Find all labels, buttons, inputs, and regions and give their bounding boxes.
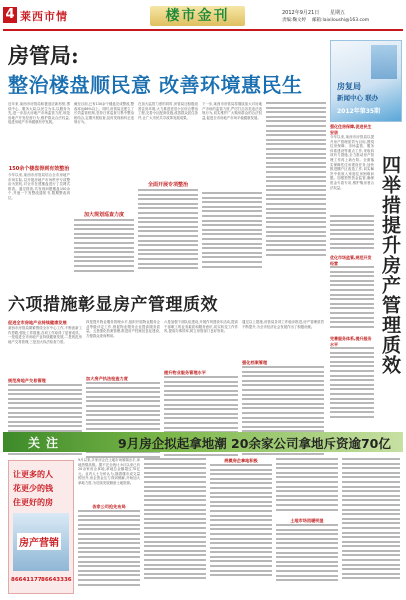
- lead-col4-text: 下一步,莱西市房管局将继续加大对房地产市场的监管力度,严厉打击各类违法违规行为,切实维护广大购房群众的合法权益,促进全市房地产市场平稳健康发展。: [202, 102, 262, 120]
- bottom-col4-lines: [276, 458, 338, 518]
- bottom-body-text: 9月以来,多家房企在土地市场频频出手,拿地热情高涨。据不完全统计,9月以来已有20余家房企拿地,拿地总金额超过70亿元。业内人士分析认为,随着楼市成交量的回升,房企资金压力得到缓解,开始加大拿地力度,为后续发展储备土地资源。: [78, 458, 140, 485]
- middle-col3-text: 六是加强干部队伍建设,开展作风建设年活动,提高干部职工的业务素质和服务意识,切实转变工作作风,提高办事效率,树立房管部门良好形象。: [164, 320, 238, 334]
- middle-col4-text: 通过以上措施,房管局各项工作稳步推进,房产管理质效不断提升,为全市经济社会发展作出了积极贡献。: [242, 320, 324, 329]
- lead-subhead-3: 全面开展专项整治: [147, 182, 188, 188]
- page-header: [0, 0, 406, 30]
- middle-col1-text: 莱西市房管局紧紧围绕全市中心工作,不断创新工作思路,强化工作措施,各项工作取得了显著成效。一是促进全市房地产业持续健康发展,二是规范房地产交易管理,三是加大执法检查力度。: [8, 326, 82, 344]
- header-weekday: 星期五: [330, 10, 346, 16]
- bottom-col1-lines: [78, 510, 140, 594]
- bottom-col3-lines: [210, 464, 272, 594]
- lead-intro: 近年来,莱西市房管局积极适应新形势,围绕中心、服务大局,以民生为本,以服务为先,进一步加大房地产市场监管力度,规范房地产开发经营行为,维护群众合法权益,促进房地产市场健康有序发展。: [8, 102, 70, 125]
- header-email: 邮箱:laixiloushi@163.com: [312, 18, 370, 23]
- lead-column-2: [74, 102, 134, 280]
- bottom-subhead-2: 规模房企拿地积极: [224, 458, 258, 463]
- right-subhead-3: 完善服务体系,提升服务水平: [330, 336, 372, 347]
- middle-headline: 六项措施彰显房产管理质效: [8, 295, 218, 315]
- right-lines-3: [330, 347, 374, 427]
- bottom-column-1: [78, 458, 140, 596]
- bottom-col2-lines: [144, 458, 206, 596]
- lead-col3-lines: [138, 189, 198, 277]
- middle-subhead-5: 强化档案管理: [242, 360, 268, 365]
- ad-slogan-2: 花更少的钱: [13, 484, 53, 493]
- bottom-headline: 9月房企拟起拿地潮 20余家公司拿地斥资逾70亿: [118, 436, 391, 451]
- bottom-column-4: [276, 458, 338, 596]
- right-vertical-headline: 四举措提升房产管理质效: [379, 155, 401, 375]
- page-number: 4: [3, 7, 17, 23]
- header-editor: 责编:鞠文婷: [282, 18, 307, 23]
- lead-col5-lines: [266, 102, 326, 280]
- right-story-text: [330, 124, 374, 424]
- right-subhead-2: 优化市场监管,规范开发经营: [330, 255, 372, 266]
- ad-slogan-1: 让更多的人: [13, 470, 53, 479]
- lead-headline: 整治楼盘顺民意 改善环境惠民生: [8, 73, 303, 97]
- lead-col2-lines: [74, 219, 134, 277]
- bottom-column-3: [210, 458, 272, 596]
- middle-col3-lines: [164, 376, 238, 468]
- middle-col1-lines: [8, 384, 82, 464]
- lead-col4-lines: [202, 192, 262, 278]
- ad-tag: 房产营销: [17, 533, 61, 550]
- ad-slogan-3: 住更好的房: [13, 498, 53, 507]
- lead-col3-text: 在加大监管力度的同时,房管局还积极改善住房环境,大力推进老旧小区综合整治工程,完善小区配套设施,改善群众居住条件,让广大市民共享改革发展成果。: [138, 102, 198, 120]
- ad-phone-2: 86643336: [41, 577, 72, 583]
- lead-column-3: [138, 102, 198, 280]
- bottom-subhead-3: 土地市场回暖明显: [290, 518, 324, 523]
- lead-subhead-1: 150余个楼盘得到有效整治: [8, 166, 70, 172]
- middle-col4-lines: [242, 366, 324, 468]
- right-subhead-1: 强化住房保障,促进民生安居: [330, 124, 372, 135]
- middle-subhead-2: 规范房地产交易管理: [8, 378, 46, 383]
- lead-kicker: 房管局:: [8, 43, 79, 68]
- header-date: 2012年9月21日: [282, 10, 320, 16]
- lead-column-4: [202, 102, 262, 280]
- lead-col2-text: 截至目前,已有130余个楼盘完成整改,整改率达86%以上。同时,房管局还建立了长效监管机制,坚持日常巡查与集中整治相结合,定期开展检查,及时发现和纠正违规行为。: [74, 102, 134, 125]
- promo-issue: 2012年第35期: [337, 108, 381, 115]
- masthead-logo: 楼市金刊: [165, 8, 230, 24]
- promo-line-1: 房复局: [337, 82, 361, 91]
- section-name: 莱西市情: [20, 10, 68, 23]
- ad-phone-1: 86641177: [11, 577, 42, 583]
- middle-subhead-1: 促进全市房地产业持续健康发展: [8, 320, 67, 325]
- guanzhu-label: 关注: [28, 436, 65, 450]
- header-rule: [3, 29, 403, 31]
- middle-col2-text: 四是提升物业服务管理水平,组织开展物业服务企业等级评定工作,督促物业服务企业提高服务质量。五是强化档案管理,推进房产档案信息化建设,方便群众查询利用。: [86, 320, 160, 338]
- lead-col1-text: 今年以来,莱西市房管局结合全市房地产市场实际,以开展房地产市场秩序专项整治为契机,对全市在建楼盘进行了拉网式排查。通过排查,共发现问题楼盘150余个,并逐一下发整改通知书,限期整改到位。: [8, 173, 70, 200]
- bottom-subhead-1: 各家公司抢先布局: [92, 504, 126, 509]
- middle-subhead-3: 加大房产执法检查力度: [86, 376, 128, 381]
- bottom-column-5: [342, 458, 400, 596]
- lead-column-1: [8, 102, 70, 280]
- bottom-column-2: [144, 458, 206, 596]
- middle-subhead-4: 提升物业服务管理水平: [164, 370, 206, 375]
- lead-column-5: [266, 102, 326, 280]
- bottom-col4-lines-b: [276, 524, 338, 594]
- promo-line-2: 新闻中心 联办: [337, 94, 379, 102]
- right-lines-2: [330, 266, 374, 336]
- right-story-body: 今年以来,莱西市房管局以提升房产管理质效为目标,围绕住房保障、市场监管、服务体系建设等重点工作,采取四项有力措施,全力推动房产管理工作再上新台阶。全面落实保障性住房建设任务,加快推进棚户区改造工作,切实解决中低收入家庭住房困难问题。加强预售资金监管,确保资金专款专用,维护购房者合法权益。: [330, 135, 374, 190]
- middle-col2-lines: [86, 382, 160, 468]
- bottom-col5-lines: [342, 458, 400, 596]
- ad-box: [8, 460, 74, 594]
- promo-building-graphic: [371, 45, 397, 79]
- lead-subhead-2: 加大规划巡查力度: [83, 212, 124, 218]
- promo-box: [330, 40, 402, 122]
- right-lines-1: [330, 215, 374, 255]
